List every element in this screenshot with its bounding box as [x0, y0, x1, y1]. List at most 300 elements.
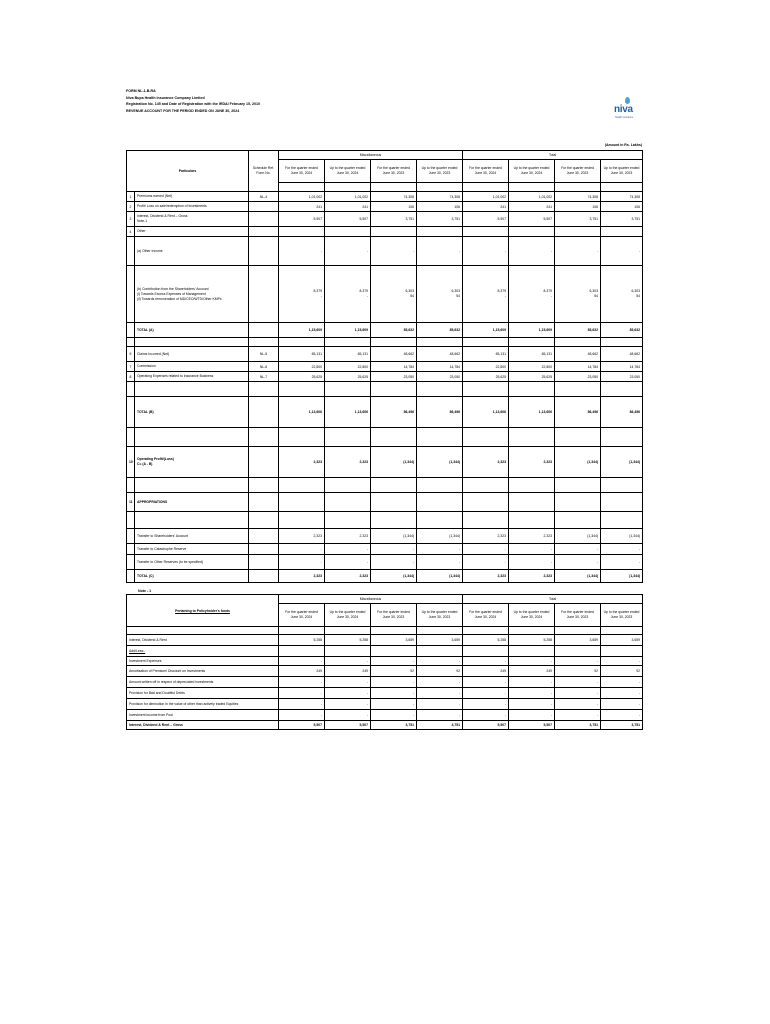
row-label-text: Operating Profit/(Loss)	[137, 457, 174, 461]
schedule-ref	[249, 266, 279, 323]
value-cell: -	[601, 699, 643, 710]
value-cell: 65,131	[325, 347, 371, 362]
value-cell: 1,15,609	[325, 323, 371, 338]
row-label-text: (a) Other Income	[137, 248, 163, 253]
value-cell: 249	[509, 666, 555, 677]
period-header: For the quarter ended June 30, 2023	[371, 604, 417, 627]
value-cell	[325, 646, 371, 657]
value-cell: 14,784	[601, 362, 643, 372]
table-row	[127, 721, 643, 730]
value-cell: -	[371, 688, 417, 699]
value-cell	[371, 646, 417, 657]
value-cell	[509, 266, 555, 323]
value-cell: -	[325, 544, 371, 555]
value-cell	[463, 227, 509, 237]
period-header: Up to the quarter ended June 30, 2024	[509, 160, 555, 183]
value-cell: -	[325, 710, 371, 721]
value-cell: 5,507	[509, 212, 555, 227]
value-cell: 74,308	[601, 192, 643, 202]
value-text: 54	[410, 294, 414, 298]
value-cell: 3,751	[371, 212, 417, 227]
value-cell: -	[463, 544, 509, 555]
spacer-row	[127, 512, 643, 529]
value-cell: 48,662	[417, 347, 463, 362]
row-label-text: TOTAL (B)	[137, 409, 154, 414]
value-text: 6,303	[631, 289, 641, 293]
value-cell: -	[555, 544, 601, 555]
value-cell: -	[509, 237, 555, 266]
period-header: Up to the quarter ended June 30, 2024	[325, 604, 371, 627]
period-header: For the quarter ended June 30, 2023	[555, 160, 601, 183]
value-cell: -	[325, 699, 371, 710]
row-label: Provision for diminution in the value of other than actively traded Equities	[127, 699, 279, 710]
value-cell: 92	[601, 666, 643, 677]
value-cell: -	[417, 544, 463, 555]
row-label-text: TOTAL (C)	[137, 573, 154, 578]
schedule-ref: NL-7	[249, 372, 279, 382]
row-label-text: (b) Contribution from the Shareholders' Account	[137, 286, 209, 291]
value-cell: -	[325, 677, 371, 688]
value-cell: -	[555, 657, 601, 666]
value-cell	[463, 493, 509, 512]
table-row	[127, 212, 643, 227]
row-label: Add/Less:-	[127, 646, 279, 657]
value-cell: -	[601, 710, 643, 721]
value-cell: 5,507	[325, 212, 371, 227]
value-cell	[279, 646, 325, 657]
value-cell: -	[555, 699, 601, 710]
value-cell: -	[555, 710, 601, 721]
value-cell: 22,800	[463, 362, 509, 372]
value-text: 54	[456, 294, 460, 298]
period-header: For the quarter ended June 30, 2024	[463, 160, 509, 183]
table-row	[127, 710, 643, 721]
value-cell: 5,258	[509, 635, 555, 646]
value-cell: 48,662	[601, 347, 643, 362]
row-label-text: Transfer to Other Reserves (to be specified)	[137, 559, 204, 564]
spacer-row	[127, 382, 643, 397]
value-cell: 1,15,609	[463, 323, 509, 338]
value-cell: 2,323	[325, 570, 371, 583]
value-cell	[371, 493, 417, 512]
value-cell: (1,344)	[371, 447, 417, 478]
row-label-text: Transfer to Catastrophe Reserve	[137, 546, 187, 551]
value-cell: 1,01,002	[509, 192, 555, 202]
value-cell: 3,751	[371, 721, 417, 730]
value-cell: -	[279, 657, 325, 666]
schedule-ref	[249, 529, 279, 544]
schedule-ref: NL-4	[249, 192, 279, 202]
value-cell: 1,15,609	[509, 323, 555, 338]
value-text: 8,379	[359, 289, 368, 293]
table-row	[127, 493, 643, 512]
table-row	[127, 555, 643, 570]
value-cell: 1,13,606	[509, 397, 555, 428]
value-cell	[463, 646, 509, 657]
value-cell	[509, 646, 555, 657]
value-cell: 3,751	[601, 212, 643, 227]
period-header: For the quarter ended June 30, 2024	[279, 604, 325, 627]
schedule-ref	[249, 202, 279, 212]
table-row	[127, 347, 643, 362]
value-cell: -	[279, 677, 325, 688]
schedule-ref	[249, 227, 279, 237]
value-cell: 14,784	[371, 362, 417, 372]
value-cell: 85,632	[417, 323, 463, 338]
value-text: 8,379	[543, 289, 552, 293]
table-row	[127, 646, 643, 657]
value-cell: 14,784	[417, 362, 463, 372]
value-cell	[417, 493, 463, 512]
value-cell: -	[371, 237, 417, 266]
revenue-account-table	[126, 150, 643, 583]
row-label-text: Transfer to Shareholders' Account	[137, 533, 189, 538]
value-cell: 25,625	[325, 372, 371, 382]
value-cell: -	[601, 688, 643, 699]
value-cell	[601, 266, 643, 323]
value-cell	[601, 493, 643, 512]
value-cell: (1,344)	[417, 447, 463, 478]
table-row	[127, 192, 643, 202]
value-cell: -	[509, 657, 555, 666]
value-cell	[463, 266, 509, 323]
value-cell: -	[555, 237, 601, 266]
particulars-header: Particulars	[127, 151, 249, 192]
value-cell: 249	[463, 666, 509, 677]
value-cell	[509, 227, 555, 237]
value-cell: -	[601, 657, 643, 666]
schedule-ref	[249, 544, 279, 555]
report-title: REVENUE ACCOUNT FOR THE PERIOD ENDED ON JUNE 30, 2024	[126, 108, 240, 113]
value-cell: 25,625	[279, 372, 325, 382]
value-text: -	[320, 294, 322, 298]
company-name: Niva Bupa Health Insurance Company Limited	[126, 95, 205, 100]
value-cell: 5,507	[279, 212, 325, 227]
value-cell: 86,496	[371, 397, 417, 428]
row-label: Provision for Bad and Doubtful Debts	[127, 688, 279, 699]
value-cell	[279, 227, 325, 237]
value-cell: -	[325, 237, 371, 266]
value-cell: -	[509, 555, 555, 570]
row-label: Investment Expenses	[127, 657, 279, 666]
value-text: -	[550, 294, 552, 298]
table-row	[127, 635, 643, 646]
value-cell: 65,131	[509, 347, 555, 362]
row-label: Amount written off in respect of depreciated investments	[127, 677, 279, 688]
value-cell: (1,344)	[555, 529, 601, 544]
row-label	[135, 237, 249, 266]
value-cell: -	[601, 237, 643, 266]
value-cell	[371, 227, 417, 237]
value-cell: -	[417, 237, 463, 266]
value-cell: -	[463, 688, 509, 699]
value-cell: 241	[279, 202, 325, 212]
value-cell: 3,751	[417, 721, 463, 730]
value-cell: -	[463, 677, 509, 688]
value-cell: 1,15,609	[279, 323, 325, 338]
period-header: Up to the quarter ended June 30, 2023	[417, 160, 463, 183]
value-cell: 3,659	[371, 635, 417, 646]
row-label-text: Commission	[137, 364, 156, 368]
value-cell: -	[279, 699, 325, 710]
value-cell: -	[417, 657, 463, 666]
value-cell: 3,659	[555, 635, 601, 646]
value-cell: (1,344)	[417, 570, 463, 583]
value-cell: 25,625	[463, 372, 509, 382]
value-cell: 92	[417, 666, 463, 677]
note-title: Pertaining to Policyholder's funds	[127, 595, 279, 627]
value-cell: -	[371, 544, 417, 555]
value-cell: 92	[371, 666, 417, 677]
row-label-text: Claims Incurred (Net)	[137, 351, 170, 356]
table-row	[127, 447, 643, 478]
row-number: 4	[127, 227, 135, 237]
value-cell: -	[509, 699, 555, 710]
row-number: 1	[127, 192, 135, 202]
row-number	[127, 544, 135, 555]
row-label	[135, 397, 249, 428]
amount-unit: (Amount in Rs. Lakhs)	[604, 143, 642, 147]
row-number	[127, 397, 135, 428]
value-cell: 1,13,606	[463, 397, 509, 428]
value-cell: 1,01,002	[463, 192, 509, 202]
value-cell: 3,751	[555, 721, 601, 730]
table-row	[127, 666, 643, 677]
value-cell	[279, 493, 325, 512]
spacer-row	[127, 478, 643, 493]
value-cell: -	[325, 657, 371, 666]
value-cell: 85,632	[555, 323, 601, 338]
value-cell: -	[279, 555, 325, 570]
row-label	[135, 227, 249, 237]
value-cell: -	[555, 688, 601, 699]
value-cell: 14,784	[555, 362, 601, 372]
value-cell: 23,050	[601, 372, 643, 382]
value-text: 54	[636, 294, 641, 298]
value-cell: 23,050	[555, 372, 601, 382]
value-cell: 1,13,606	[325, 397, 371, 428]
value-text: 8,379	[497, 289, 506, 293]
value-cell: -	[371, 699, 417, 710]
schedule-ref	[249, 212, 279, 227]
value-cell: 2,323	[325, 447, 371, 478]
value-cell: -	[371, 710, 417, 721]
value-cell: 241	[325, 202, 371, 212]
value-cell: 5,507	[325, 721, 371, 730]
period-header: For the quarter ended June 30, 2024	[463, 604, 509, 627]
value-cell: 23,050	[417, 372, 463, 382]
value-cell: 106	[417, 202, 463, 212]
value-cell: -	[463, 237, 509, 266]
table-row	[127, 657, 643, 666]
value-cell: 86,496	[601, 397, 643, 428]
value-cell: 65,131	[463, 347, 509, 362]
form-number: FORM NL-1-B-RA	[126, 89, 156, 93]
period-header: For the quarter ended June 30, 2023	[555, 604, 601, 627]
value-cell: 5,258	[463, 635, 509, 646]
value-cell: 92	[555, 666, 601, 677]
value-cell: -	[417, 677, 463, 688]
value-cell: -	[509, 544, 555, 555]
row-number: 2	[127, 202, 135, 212]
row-label-text: TOTAL (A)	[137, 327, 154, 332]
row-label: Amortisation of Premium/ Discount on Investments	[127, 666, 279, 677]
value-cell: (1,344)	[601, 447, 643, 478]
row-label-text: Note-1	[137, 219, 148, 223]
note-label: Note - 1	[138, 589, 152, 593]
value-cell	[417, 227, 463, 237]
group-header-total: Total	[463, 151, 643, 160]
table-row	[127, 570, 643, 583]
value-text: 6,303	[405, 289, 414, 293]
row-label-text: C= (A - B)	[137, 462, 153, 466]
value-cell: 2,323	[463, 570, 509, 583]
schedule-ref: NL-5	[249, 347, 279, 362]
value-cell: 1,13,606	[279, 397, 325, 428]
value-cell	[417, 266, 463, 323]
value-cell: 48,662	[555, 347, 601, 362]
row-label-text: (ii) Towards remuneration of MD/CEO/WTD/Other KMPs	[137, 296, 222, 301]
period-header: Up to the quarter ended June 30, 2023	[417, 604, 463, 627]
value-cell: -	[463, 699, 509, 710]
logo-word: niva	[614, 104, 633, 115]
row-label	[135, 570, 249, 583]
value-cell: 241	[463, 202, 509, 212]
row-label	[135, 372, 249, 382]
value-cell: 1,01,002	[325, 192, 371, 202]
value-cell: 249	[279, 666, 325, 677]
value-cell: -	[371, 555, 417, 570]
row-number: 11	[127, 493, 135, 512]
table-row	[127, 699, 643, 710]
value-cell: 249	[325, 666, 371, 677]
value-cell: 22,800	[509, 362, 555, 372]
value-cell: -	[279, 710, 325, 721]
value-cell: 2,323	[509, 529, 555, 544]
value-cell: -	[555, 677, 601, 688]
row-label: Interest, Dividend & Rent	[127, 635, 279, 646]
value-text: 6,303	[451, 289, 460, 293]
row-label: Interest, Dividend & Rent – Gross	[127, 721, 279, 730]
value-cell: (1,344)	[417, 529, 463, 544]
value-cell: 74,308	[555, 192, 601, 202]
row-number: 7	[127, 362, 135, 372]
logo-drop-icon	[625, 97, 630, 104]
value-cell: 3,659	[601, 635, 643, 646]
row-label-text: (i) Towards Excess Expenses of Management	[137, 291, 206, 296]
period-header: Up to the quarter ended June 30, 2024	[325, 160, 371, 183]
value-cell: 2,323	[279, 570, 325, 583]
value-cell	[325, 266, 371, 323]
value-cell: 2,323	[279, 529, 325, 544]
group-header-miscellaneous: Miscellaneous	[279, 595, 463, 604]
value-cell: 25,625	[509, 372, 555, 382]
value-cell	[325, 493, 371, 512]
logo-subtitle: Health Insurance	[615, 116, 634, 119]
value-cell: -	[325, 555, 371, 570]
value-cell: -	[463, 710, 509, 721]
table-row	[127, 202, 643, 212]
row-number	[127, 237, 135, 266]
schedule-ref: NL-6	[249, 362, 279, 372]
row-label	[135, 212, 249, 227]
row-number	[127, 323, 135, 338]
value-cell: 22,800	[325, 362, 371, 372]
schedule-ref	[249, 555, 279, 570]
value-cell: 3,751	[555, 212, 601, 227]
value-cell: 106	[601, 202, 643, 212]
row-number	[127, 555, 135, 570]
value-cell	[325, 227, 371, 237]
value-cell: 74,308	[371, 192, 417, 202]
row-label	[135, 493, 249, 512]
schedule-ref	[249, 493, 279, 512]
value-cell: 2,323	[279, 447, 325, 478]
value-cell: 86,496	[417, 397, 463, 428]
period-header: Up to the quarter ended June 30, 2023	[601, 604, 643, 627]
value-text: -	[366, 294, 368, 298]
value-cell: 5,258	[279, 635, 325, 646]
value-text: -	[504, 294, 506, 298]
row-number	[127, 529, 135, 544]
value-cell: 2,323	[463, 529, 509, 544]
value-cell: -	[601, 544, 643, 555]
value-cell: 3,751	[417, 212, 463, 227]
value-cell: 5,507	[463, 212, 509, 227]
row-label-text: Other	[137, 229, 146, 233]
table-row	[127, 688, 643, 699]
group-header-miscellaneous: Miscellaneous	[279, 151, 463, 160]
note-header-row	[127, 595, 643, 604]
value-cell	[555, 227, 601, 237]
value-cell: (1,344)	[601, 570, 643, 583]
value-cell: 5,258	[325, 635, 371, 646]
value-text: 8,379	[313, 289, 322, 293]
value-cell: 106	[371, 202, 417, 212]
value-cell: -	[417, 555, 463, 570]
note-1-table	[126, 594, 643, 730]
period-header: For the quarter ended June 30, 2024	[279, 160, 325, 183]
value-cell: 5,507	[279, 721, 325, 730]
value-cell: -	[417, 688, 463, 699]
value-cell	[555, 646, 601, 657]
value-cell: -	[601, 555, 643, 570]
row-label	[135, 347, 249, 362]
row-label	[135, 529, 249, 544]
value-cell: 2,323	[325, 529, 371, 544]
row-label	[135, 362, 249, 372]
value-cell: -	[463, 555, 509, 570]
row-label-text: APPROPRIATIONS	[137, 499, 168, 504]
value-cell: -	[555, 555, 601, 570]
table-row	[127, 544, 643, 555]
value-cell: 241	[509, 202, 555, 212]
schedule-header: Schedule Ref. Form No.	[249, 151, 279, 192]
schedule-ref	[249, 397, 279, 428]
value-cell	[555, 266, 601, 323]
value-cell	[601, 646, 643, 657]
table-row	[127, 397, 643, 428]
row-label-text: Profit/ Loss on sale/redemption of Investments	[137, 204, 207, 208]
row-label	[135, 192, 249, 202]
value-cell: (1,344)	[555, 570, 601, 583]
row-number	[127, 266, 135, 323]
schedule-ref	[249, 323, 279, 338]
period-header: For the quarter ended June 30, 2023	[371, 160, 417, 183]
value-cell: 5,507	[463, 721, 509, 730]
value-cell: 85,632	[601, 323, 643, 338]
value-cell: 74,308	[417, 192, 463, 202]
